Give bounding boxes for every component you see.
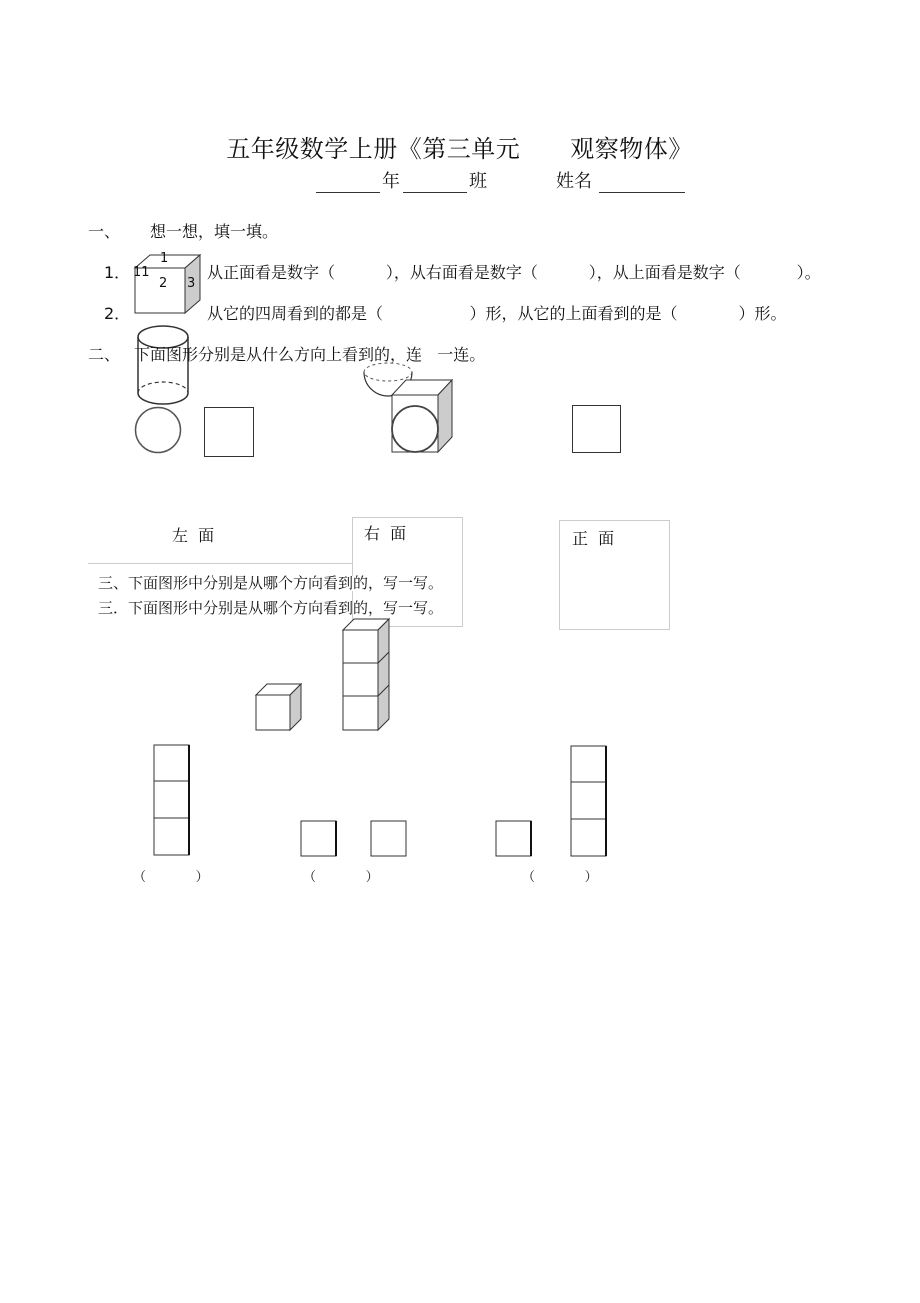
section2-heading: 下面图形分别是从什么方向上看到的，连 一连。 xyxy=(134,345,486,364)
q1-number: 1． xyxy=(104,263,131,282)
view-circle-1 xyxy=(134,406,184,456)
cube-stack-figure xyxy=(341,617,393,733)
right-view-label[interactable]: 右 面 xyxy=(364,524,407,543)
q2-number: 2． xyxy=(104,304,131,323)
answer-slot-2[interactable]: （ ） xyxy=(303,870,379,885)
cube-right-number: 3 xyxy=(187,276,196,291)
left-view-label[interactable]: 左 面 xyxy=(172,526,215,545)
title-right: 观察物体》 xyxy=(570,135,693,163)
section2-number: 二、 xyxy=(88,345,121,364)
view-square-2 xyxy=(572,405,624,457)
cube-front-number: 2 xyxy=(159,276,168,291)
q1-text: 从正面看是数字（ ），从右面看是数字（ ），从上面看是数字（ ）。 xyxy=(207,263,821,282)
answer-slot-3[interactable]: （ ） xyxy=(522,870,598,885)
section1-heading: 想一想，填一填。 xyxy=(150,222,279,241)
name-label: 姓名 xyxy=(556,171,592,192)
grade-label: 年 xyxy=(382,171,400,192)
page-title xyxy=(210,113,693,161)
class-label: 班 xyxy=(469,171,487,192)
section3-heading-a: 三、下面图形中分别是从哪个方向看到的，写一写。 xyxy=(98,574,444,592)
view-pair-square-3 xyxy=(495,820,535,860)
cube-left-number: 11 xyxy=(133,265,150,280)
class-blank[interactable] xyxy=(403,192,467,193)
view-pair-square-2 xyxy=(370,820,410,860)
numbered-cube-figure xyxy=(130,250,210,320)
cube-circle-figure xyxy=(390,378,456,456)
q2-text: 从它的四周看到的都是（ ）形，从它的上面看到的是（ ）形。 xyxy=(207,304,787,323)
left-view-box xyxy=(88,520,353,564)
single-cube-figure xyxy=(255,683,305,733)
section3-heading-b: 三．下面图形中分别是从哪个方向看到的，写一写。 xyxy=(98,599,444,617)
view-column-1 xyxy=(153,744,193,858)
view-pair-square-1 xyxy=(300,820,340,860)
title-left: 五年级数学上册《第三单元 xyxy=(226,135,521,163)
cylinder-figure xyxy=(136,325,196,410)
grade-blank[interactable] xyxy=(316,192,380,193)
name-blank[interactable] xyxy=(599,192,685,193)
answer-slot-1[interactable]: （ ） xyxy=(133,870,209,885)
section1-number: 一、 xyxy=(88,222,121,241)
view-square-1 xyxy=(204,407,256,459)
view-column-2 xyxy=(570,745,610,859)
cube-top-number: 1 xyxy=(160,251,169,266)
front-view-label[interactable]: 正 面 xyxy=(572,529,615,548)
